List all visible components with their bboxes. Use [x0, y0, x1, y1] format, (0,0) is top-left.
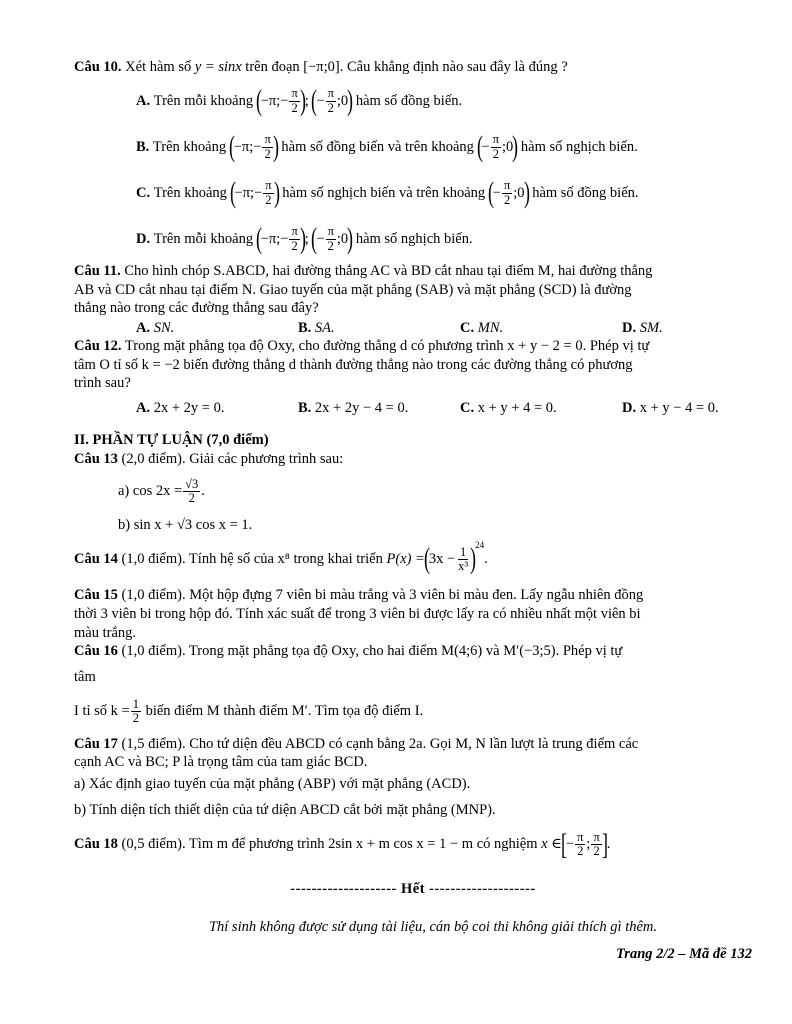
q16-label: Câu 16 [74, 643, 118, 660]
q11-label: Câu 11. [74, 263, 121, 279]
q11-option-b [298, 319, 460, 338]
den: 2 [264, 146, 271, 161]
fraction [131, 698, 141, 725]
paren-close: ) [299, 222, 306, 255]
option-label: D. [136, 230, 151, 247]
fraction [262, 133, 272, 160]
num: π [265, 178, 272, 193]
equation-end: . [201, 483, 205, 500]
paren-open: ( [228, 130, 235, 163]
option-label: C. [460, 319, 475, 336]
q12-option-d [622, 399, 719, 418]
q16-line2: tâm [74, 669, 96, 686]
q17-line4: b) Tính diện tích thiết diện của tứ diện ABCD cắt bởi mặt phẳng (MNP). [74, 802, 496, 819]
den: 2 [132, 711, 139, 726]
q13-part-b [118, 514, 752, 536]
num: π [327, 224, 334, 239]
q18-text: (0,5 điểm). Tìm m để phương trình 2sin x + m cos x = 1 − m có nghiệm [121, 836, 538, 853]
q15-line1: (1,0 điểm). Một hộp đựng 7 viên bi màu trắng và 3 viên bi màu đen. Lấy ngẫu nhiên đồng [121, 587, 644, 604]
q16-line1: (1,0 điểm). Trong mặt phẳng tọa độ Oxy, cho hai điểm M(4;6) và M′(−3;5). Phép vị tự [121, 643, 623, 660]
q11-line2: AB và CD cắt nhau tại điểm N. Giao tuyến của mặt phẳng (SAB) và mặt phẳng (SCD) là đường [74, 281, 632, 298]
paren-close: ) [272, 130, 279, 163]
q11-stem [74, 262, 752, 318]
q18-label: Câu 18 [74, 836, 118, 853]
den: 2 [188, 490, 195, 505]
den: 2 [291, 100, 298, 115]
interval-part: − [316, 92, 325, 109]
den: x³ [458, 558, 469, 573]
option-text: 2x + 2y − 4 = 0. [314, 399, 409, 416]
num: π [492, 132, 500, 147]
q10-text-c: . Câu khẳng định nào sau đây là đúng ? [339, 58, 568, 75]
equation: sin x + √3 cos x = 1. [133, 517, 253, 534]
paren-close: ) [273, 176, 280, 209]
paren-open: ( [229, 176, 236, 209]
q15-stem [74, 586, 752, 642]
paren-open: ( [255, 84, 262, 117]
paren-close: ) [470, 542, 477, 576]
option-text: MN. [477, 319, 504, 336]
q13-stem [74, 450, 752, 469]
fraction [289, 225, 299, 252]
q12-option-b [298, 399, 460, 418]
fraction [575, 831, 585, 858]
den: 2 [492, 146, 499, 161]
option-text: hàm số nghịch biến. [355, 230, 473, 247]
option-text: hàm số đồng biến. [355, 92, 463, 109]
option-label: D. [622, 399, 637, 416]
option-text: hàm số nghịch biến và trên khoảng [282, 184, 486, 201]
fraction [289, 87, 299, 114]
exam-page [74, 56, 752, 963]
fraction [183, 478, 200, 505]
q10-label: Câu 10. [74, 58, 122, 75]
option-label: A. [136, 319, 151, 336]
q16-stem [74, 642, 752, 661]
option-label: D. [622, 319, 637, 336]
interval-part: −π;− [260, 92, 289, 109]
q11-option-d [622, 319, 663, 338]
option-text: Trên khoảng [153, 184, 227, 201]
option-label: B. [298, 399, 312, 416]
q15-label: Câu 15 [74, 587, 118, 604]
den: 2 [593, 844, 600, 859]
interval-part: ;0 [336, 92, 349, 109]
interval-part: ;0 [513, 184, 525, 201]
q12-line1: Trong mặt phẳng tọa độ Oxy, cho đường thẳng d có phương trình x + y − 2 = 0. Phép vị tự [124, 338, 650, 355]
num: 1 [132, 697, 139, 712]
q12-label: Câu 12. [74, 338, 122, 355]
option-text: x + y − 4 = 0. [639, 399, 719, 416]
q12-options [136, 399, 752, 418]
expression-lhs: P(x) = [386, 551, 425, 568]
option-label: C. [136, 184, 151, 201]
den: 2 [291, 238, 298, 253]
q10-stem [74, 56, 752, 78]
bracket-close: ] [601, 827, 608, 861]
q13-part-a [118, 468, 752, 514]
num: π [503, 178, 511, 193]
fraction [263, 179, 273, 206]
q11-option-c [460, 319, 622, 338]
option-text: hàm số nghịch biến. [520, 138, 638, 155]
option-text: Trên mỗi khoảng [153, 92, 254, 109]
option-text: SA. [314, 319, 335, 336]
q14-text: (1,0 điểm). Tính hệ số của x⁸ trong khai triển [121, 551, 383, 568]
num: π [593, 830, 600, 845]
q17-part-a [74, 774, 752, 796]
page-footer: Trang 2/2 – Mã đề 132 [615, 945, 752, 962]
q10-text-b: trên đoạn [245, 58, 300, 75]
part-label: a) [118, 483, 130, 500]
q12-line3: trình sau? [74, 375, 131, 392]
q10-func: y = sinx [194, 58, 242, 75]
option-text: Trên mỗi khoảng [153, 230, 254, 247]
paren-open: ( [487, 176, 494, 209]
fraction [326, 225, 336, 252]
q10-text-a: Xét hàm số [125, 58, 192, 75]
option-label: B. [136, 138, 150, 155]
option-text: x + y + 4 = 0. [477, 399, 557, 416]
q12-option-c [460, 399, 622, 418]
q15-line3: màu trắng. [74, 624, 137, 641]
q14-stem [74, 536, 752, 582]
q18-stem: Câu 18 (0,5 điểm). Tìm m để phương trình 2sin x + m cos x = 1 − m có nghiệm x ∈ [ − $\frac{\pi}{2}$ ; $\frac{\pi}{2}$ ] . [74, 827, 611, 861]
num: π [577, 830, 584, 845]
q17-label: Câu 17 [74, 735, 118, 752]
den: 2 [577, 844, 584, 859]
num: π [264, 132, 271, 147]
q12-line2: tâm O tỉ số k = −2 biến đường thẳng d thành đường thẳng nào trong các đường thẳng có phương [74, 356, 633, 373]
option-text: hàm số đồng biến và trên khoảng [281, 138, 474, 155]
option-text: SN. [153, 319, 175, 336]
q16-line2-row [74, 667, 752, 689]
exponent: 24 [475, 540, 485, 551]
bracket-open: [ [560, 827, 567, 861]
q16-line3-row [74, 689, 752, 735]
num: √3 [185, 476, 199, 491]
fraction [591, 831, 601, 858]
q14-label: Câu 14 [74, 551, 118, 568]
den: 2 [265, 192, 272, 207]
fraction [326, 87, 336, 114]
q11-line1: Cho hình chóp S.ABCD, hai đường thẳng AC và BD cắt nhau tại điểm M, hai đường thẳng [124, 263, 653, 279]
interval-part: ;0 [502, 138, 514, 155]
q16-line3-b: biến điểm M thành điểm M′. Tìm tọa độ điểm I. [145, 703, 424, 720]
num: π [291, 86, 298, 101]
equation-lhs: cos 2x = [132, 483, 183, 500]
q11-line3: thẳng nào trong các đường thẳng sau đây? [74, 300, 319, 317]
q16-line3-a: I tỉ số k = [74, 703, 130, 720]
paren-close: ) [299, 84, 306, 117]
q17-line1: (1,5 điểm). Cho tứ diện đều ABCD có cạnh bằng 2a. Gọi M, N lần lượt là trung điểm các [121, 735, 639, 752]
option-text: 2x + 2y = 0. [153, 399, 225, 416]
q18-end: . [606, 836, 611, 853]
option-label: A. [136, 399, 151, 416]
option-text: Trên khoảng [152, 138, 227, 155]
fraction [456, 546, 470, 573]
paren-open: ( [476, 130, 483, 163]
option-text: SM. [639, 319, 663, 336]
exam-note: Thí sinh không được sử dụng tài liệu, cán bộ coi thi không giải thích gì thêm. [208, 919, 658, 936]
paren-open: ( [311, 84, 318, 117]
paren-close: ) [347, 84, 354, 117]
fraction [502, 179, 512, 206]
expression-inner: 3x − [428, 551, 456, 568]
q11-option-a [136, 319, 298, 338]
interval-part: − [316, 230, 325, 247]
expression-end: . [484, 551, 488, 568]
q10-option-d: D. Trên mỗi khoảng ( −π;− $\frac{\pi}{2}$ ) ; ( − $\frac{\pi}{2}$ ;0 ) hàm số nghịch biến. [136, 222, 473, 255]
q17-part-b [74, 800, 752, 822]
q17-stem [74, 735, 752, 772]
paren-open: ( [311, 222, 318, 255]
q13-text: (2,0 điểm). Giải các phương trình sau: [121, 450, 344, 467]
fraction [491, 133, 501, 160]
num: 1 [460, 544, 467, 559]
den: 2 [327, 238, 334, 253]
paren-close: ) [512, 130, 519, 163]
option-label: C. [460, 399, 475, 416]
interval-part: − [492, 184, 501, 201]
q10-option-a: A. Trên mỗi khoảng ( −π;− $\frac{\pi}{2}$ ) ; ( − $\frac{\pi}{2}$ ;0 ) hàm số đồng biến. [136, 84, 463, 117]
q10-option-c [136, 170, 752, 216]
interval-part: ;0 [336, 230, 349, 247]
option-text: hàm số đồng biến. [532, 184, 639, 201]
option-label: A. [136, 92, 151, 109]
num: π [327, 86, 334, 101]
q15-line2: thời 3 viên bi trong hộp đó. Tính xác suất để trong 3 viên bi được lấy ra có nhiều nhất một viên bi [74, 606, 641, 623]
paren-close: ) [347, 222, 354, 255]
minus-sign: − [565, 836, 575, 853]
num: π [291, 224, 298, 239]
q17-line2: cạnh AC và BC; P là trọng tâm của tam giác BCD. [74, 754, 368, 771]
q12-stem [74, 337, 752, 393]
q18-domain: x ∈ [541, 836, 562, 853]
q10-interval: [−π;0] [303, 58, 340, 75]
q13-label: Câu 13 [74, 450, 118, 467]
q11-options [136, 319, 752, 338]
den: 2 [327, 100, 334, 115]
end-marker: -------------------- Hết -------------------- [290, 880, 536, 897]
section-heading: II. PHẦN TỰ LUẬN (7,0 điểm) [74, 432, 269, 449]
interval-part: −π;− [260, 230, 289, 247]
interval-part: −π;− [233, 138, 262, 155]
part-label: b) [118, 517, 131, 534]
q10-option-b [136, 124, 752, 170]
q17-line3: a) Xác định giao tuyến của mặt phẳng (ABP) với mặt phẳng (ACD). [74, 776, 471, 793]
option-label: B. [298, 319, 312, 336]
paren-close: ) [523, 176, 530, 209]
interval-part: − [481, 138, 490, 155]
paren-open: ( [255, 222, 262, 255]
interval-part: −π;− [234, 184, 263, 201]
q12-option-a [136, 399, 298, 418]
paren-open: ( [423, 542, 430, 576]
den: 2 [504, 192, 511, 207]
